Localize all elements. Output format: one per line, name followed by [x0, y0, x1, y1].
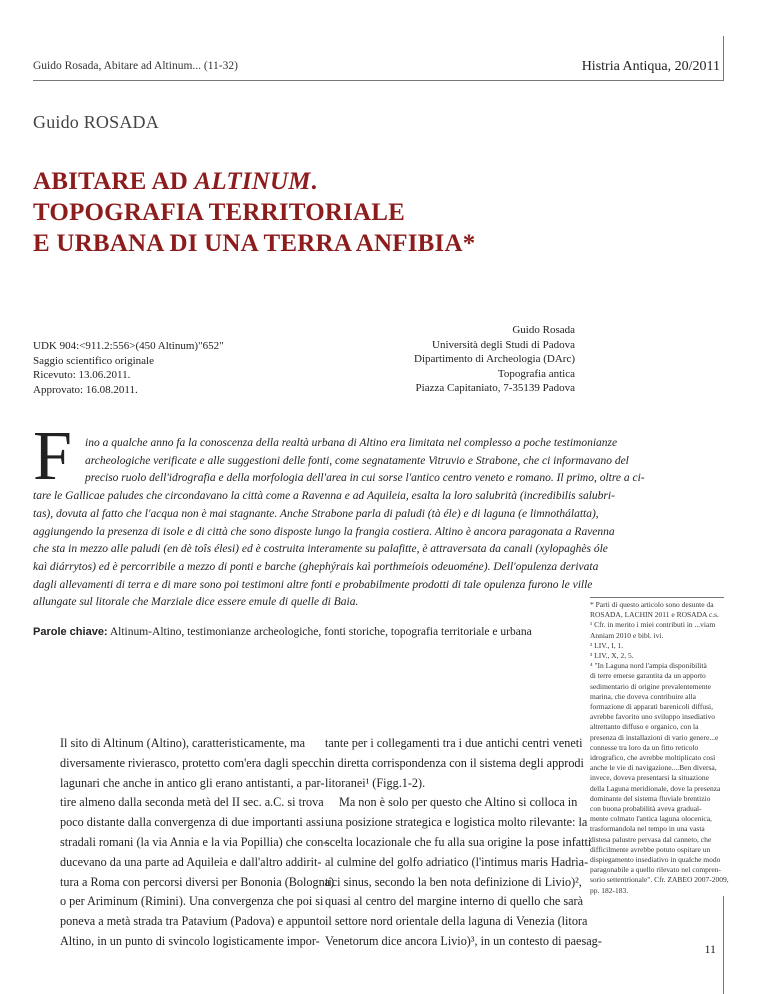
- footnote-line: ⁴ "In Laguna nord l'ampia disponibilità: [590, 661, 707, 671]
- footnote-line: ¹ Cfr. in merito i miei contributi in ...viam: [590, 620, 716, 630]
- abstract-line: ino a qualche anno fa la conoscenza della realtà urbana di Altino era limitata nel complesso a poche testimonianze: [85, 437, 618, 449]
- affiliation-department: Dipartimento di Archeologia (DArc): [414, 353, 575, 365]
- body-line: in diretta corrispondenza con il sistema degli approdi: [325, 755, 584, 770]
- affiliation-address: Piazza Capitaniato, 7-35139 Padova: [415, 382, 575, 394]
- udk-code: UDK 904:<911.2:556>(450 Altinum)"652": [33, 340, 224, 352]
- abstract-line: dagli allevamenti di terra e di mare sono poi testimoni altre fonti e probabilmente prodotti di tale opulenza furono le ville: [33, 578, 593, 591]
- footnote-rule: [590, 597, 724, 598]
- body-column-2: [325, 734, 602, 952]
- approved-date: Approvato: 16.08.2011.: [33, 383, 138, 396]
- footnote-line: sedimentario di origine prevalentemente: [590, 681, 711, 691]
- footnote-line: sorio settentrionale". Cfr. ZABEO 2007-2009,: [590, 875, 729, 885]
- body-line: poneva a metà strada tra Patavium (Padova) e appunto: [60, 914, 326, 929]
- footnote-line: paragonabile a quello rilevato nel compren-: [590, 865, 721, 875]
- keywords-label: Parole chiave:: [33, 626, 108, 638]
- body-column-1: [60, 734, 335, 952]
- body-line: tura a Roma con percorsi diversi per Bononia (Bologna): [60, 874, 335, 889]
- received-date: Ricevuto: 13.06.2011.: [33, 369, 131, 381]
- body-line: Il sito di Altinum (Altino), caratteristicamente, ma: [60, 736, 306, 750]
- body-line: stradali romani (la via Annia e la via Popillia) che con-: [60, 834, 328, 849]
- body-line: litoranei¹ (Figg.1-2).: [325, 775, 426, 790]
- footnote-line: pp. 182-183.: [590, 885, 629, 895]
- body-line: lagunari che anche in antico gli erano antistanti, a par-: [60, 775, 325, 790]
- article-metadata: [33, 339, 224, 397]
- body-line: Altino, in un punto di svincolo logisticamente impor-: [60, 933, 320, 948]
- abstract-line: tas), dovuta al fatto che l'acqua non è mai stagnante. Anche Strabone parla di paludi (tà éle) e di laguna (e limnothálatta),: [33, 507, 599, 520]
- body-line: Ma non è solo per questo che Altino si colloca in: [339, 795, 578, 810]
- page-number: 11: [704, 942, 716, 956]
- footnote-line: ³ LIV., X, 2, 5.: [590, 651, 634, 661]
- article-title: [33, 166, 593, 259]
- footnote-line: altrettanto diffuso e organico, con la: [590, 722, 699, 732]
- footnote-line: presenza di installazioni di vario genere...e: [590, 732, 719, 742]
- footnote-line: formazione di apparati barenicoli diffusi,: [590, 702, 713, 712]
- footnote-line: ROSADA, LACHIN 2011 e ROSADA c.s.: [590, 610, 719, 620]
- keywords-text: Altinum-Altino, testimonianze archeologiche, fonti storiche, topografia territoriale e urbana: [109, 626, 532, 638]
- abstract-drop-cap: F: [33, 418, 72, 495]
- title-line-3: E URBANA DI UNA TERRA ANFIBIA*: [33, 230, 476, 257]
- header-rule: [33, 80, 724, 81]
- footnote-line: * Parti di questo articolo sono desunte da: [590, 600, 714, 609]
- title-line-2: TOPOGRAFIA TERRITORIALE: [33, 199, 406, 226]
- body-line: il settore nord orientale della laguna di Venezia (litora: [325, 914, 588, 929]
- body-line: ducevano da una parte ad Aquileia e dall'altro addirit-: [60, 854, 322, 869]
- author-name: Guido ROSADA: [33, 112, 159, 132]
- abstract-line: che sta in mezzo alle paludi (en dè toîs élesi) ed è costruita interamente su palafitte, è attraversata da canali (xylopaghès óle: [33, 543, 608, 556]
- footnote-line: avrebbe favorito uno sviluppo insediativo: [590, 712, 715, 722]
- abstract-line: aggiungendo la presenza di isole e di città che sono disposte lungo la frangia costiera. Altino è ancora paragonata a Ravenna: [33, 525, 615, 538]
- footnote-line: dominante del sistema fluviale brentizio: [590, 793, 711, 803]
- body-line: quasi al centro del margine interno di quello che sarà: [325, 894, 583, 909]
- footnote-line: difficilmente avrebbe potuto ospitare un: [590, 844, 711, 854]
- footnote-line: idrografico, che avrebbe moltiplicato così: [590, 753, 716, 763]
- affiliation-unit: Topografia antica: [497, 367, 575, 380]
- abstract-line: allungate sul litorale che Marziale dice essere emule di quelle di Baia.: [33, 596, 359, 609]
- header-vertical-rule: [723, 36, 724, 81]
- title-line-1: ABITARE AD ALTINUM.: [33, 168, 318, 195]
- body-line: Venetorum dice ancora Livio)³, in un contesto di paesag-: [325, 933, 602, 948]
- body-line: una posizione strategica e logistica molto rilevante: la: [325, 815, 588, 830]
- abstract-line: archeologiche verificate e alle suggestioni delle fonti, come segnatamente Vitruvio e Strabone, che ci informavano del: [85, 454, 629, 467]
- footnote-line: Anniam 2010 e bibl. ivi.: [590, 630, 664, 640]
- footnote-line: connesse tra loro da un fitto reticolo: [590, 742, 699, 752]
- body-line: scelta locazionale che fu alla sua origine la pose infatti: [325, 834, 592, 849]
- body-line: tire almeno dalla seconda metà del II sec. a.C. si trova: [60, 795, 324, 810]
- footnote-line: ² LIV., I, 1.: [590, 640, 624, 650]
- author-affiliation: [414, 323, 575, 396]
- footnote-line: mente colmato l'antica laguna olocenica,: [590, 814, 712, 824]
- footnote-line: distesa palustre pervasa dal canneto, che: [590, 834, 712, 844]
- footnote-line: della Laguna meridionale, dove la presenza: [590, 783, 721, 793]
- footnote-line: trasformandola nel tempo in una vasta: [590, 824, 705, 834]
- abstract-line: preciso ruolo dell'idrografia e della morfologia dell'area in cui sorse l'antico centro veneto e romano. Il primo, oltre a ci-: [85, 472, 645, 485]
- footer-vertical-rule: [723, 896, 724, 994]
- footnote-line: di terre emerse garantita da un apporto: [590, 671, 706, 681]
- footnote-line: marina, che doveva contribuire alla: [590, 691, 696, 701]
- footnotes: [590, 600, 729, 896]
- body-line: al culmine del golfo adriatico (l'intimus maris Hadria-: [325, 854, 589, 869]
- footnote-line: dispiegamento insediativo in qualche modo: [590, 855, 721, 865]
- affiliation-university: Università degli Studi di Padova: [432, 338, 575, 351]
- body-line: tante per i collegamenti tra i due antichi centri veneti: [325, 736, 583, 750]
- abstract-line: tare le Gallicae paludes che circondavano la città come a Ravenna e ad Aquileia, esalta la loro salubrità (incredibilis salubri-: [33, 490, 615, 503]
- footnote-line: anche le vie di navigazione....Ben diversa,: [590, 763, 717, 773]
- running-header-right: Histria Antiqua, 20/2011: [581, 59, 720, 74]
- body-line: diversamente rivierasco, protetto com'era dagli specchi: [60, 755, 329, 770]
- affiliation-name: Guido Rosada: [512, 324, 575, 336]
- running-header-left: Guido Rosada, Abitare ad Altinum... (11-32): [33, 60, 238, 72]
- keywords: [33, 626, 532, 638]
- footnote-line: invece, doveva presentarsi la situazione: [590, 773, 709, 783]
- body-line: poco distante dalla convergenza di due importanti assi: [60, 815, 325, 830]
- abstract-line: kaì diárrytos) ed è percorribile a mezzo di ponti e barche (ghephýrais kaì porthmeíois odeuoméne). Dell'opulenza derivata: [33, 560, 599, 573]
- article-type: Saggio scientifico originale: [33, 354, 154, 367]
- abstract: [33, 435, 645, 612]
- footnote-line: con buona probabilità aveva gradual-: [590, 804, 702, 814]
- body-line: o per Ariminum (Rimini). Una convergenza che poi si: [60, 894, 324, 909]
- body-line: tici sinus, secondo la ben nota definizione di Livio)²,: [325, 874, 582, 889]
